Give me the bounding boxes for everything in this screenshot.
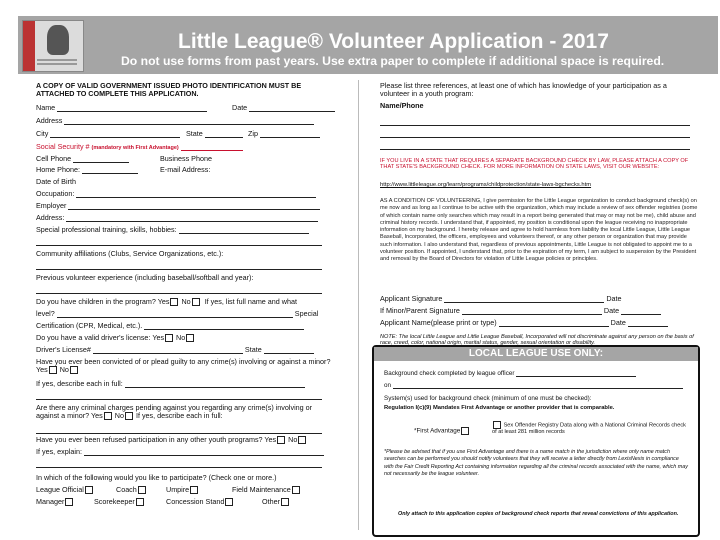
convicted-describe-field[interactable]: If yes, describe each in full: — [36, 380, 305, 388]
explain-field[interactable]: If yes, explain: — [36, 448, 324, 456]
reference-line-1[interactable] — [380, 118, 690, 126]
charges-question: Are there any criminal charges pending against you regarding any crime(s) involving or against a minor? Yes No If yes, describe each in full: — [36, 403, 313, 421]
zip-field[interactable]: Zip — [248, 130, 320, 138]
references-instruction: Please list three references, at least one of which has knowledge of your participation as a volunteer in a youth program: — [380, 81, 667, 99]
dob-field[interactable]: Date of Birth — [36, 177, 76, 186]
role-coach[interactable]: Coach — [116, 486, 147, 494]
previous-experience-field[interactable]: Previous volunteer experience (including baseball/softball and year): — [36, 273, 254, 282]
role-umpire[interactable]: Umpire — [166, 486, 199, 494]
refused-no-checkbox[interactable] — [298, 436, 306, 444]
experience-line[interactable] — [36, 286, 322, 294]
reference-line-2[interactable] — [380, 130, 690, 138]
applicant-name-field[interactable]: Applicant Name(please print or type) Date — [380, 319, 668, 327]
convicted-no-checkbox[interactable] — [70, 366, 78, 374]
role-league-official[interactable]: League Official — [36, 486, 94, 494]
id-instruction: A COPY OF VALID GOVERNMENT ISSUED PHOTO IDENTIFICATION MUST BE ATTACHED TO COMPLETE THIS APPLICATION. — [36, 81, 302, 99]
charges-line[interactable] — [36, 426, 322, 434]
sex-offender-option[interactable]: Sex Offender Registry Data along with a National Criminal Records check of at least 281 million records — [492, 422, 686, 435]
role-scorekeeper[interactable]: Scorekeeper — [94, 498, 145, 506]
address-field[interactable]: Address — [36, 117, 314, 125]
city-field[interactable]: City — [36, 130, 180, 138]
name-field[interactable]: Name — [36, 104, 207, 112]
local-league-title: LOCAL LEAGUE USE ONLY: — [374, 347, 698, 361]
refused-yes-checkbox[interactable] — [277, 436, 285, 444]
state-laws-link[interactable]: http://www.littleleague.org/learn/programs/childprotection/state-laws-bgchecks.htm — [380, 182, 592, 188]
participate-question: In which of the following would you like to participate? (Check one or more.) — [36, 473, 277, 482]
convicted-line[interactable] — [36, 392, 322, 400]
children-no-checkbox[interactable] — [192, 298, 200, 306]
non-discrimination-note: NOTE: The local Little League and Little League Baseball, Incorporated will not discriminate against any person on the basis of race, creed, color, national origin, marital status, gender, sexual orientation or disability. — [380, 334, 694, 347]
first-advantage-option[interactable]: *First Advantage — [414, 427, 470, 435]
employer-field[interactable]: Employer — [36, 202, 320, 210]
first-advantage-disclaimer: *Please be advised that if you use First Advantage and there is a name match in the jurisdiction where only name match searches can be performed you should notify volunteers that they will receive a letter directly from LexisNexis in compliance with the Fair Credit Reporting Act containing information regarding all the criminal records associated with the name, which may not necessarily be the league volunteer. — [384, 449, 688, 477]
training-line[interactable] — [36, 238, 322, 246]
role-other[interactable]: Other — [262, 498, 290, 506]
community-field[interactable]: Community affiliations (Clubs, Service Organizations, etc.): — [36, 249, 224, 258]
consent-paragraph: AS A CONDITION OF VOLUNTEERING, I give permission for the Little League organization to conduct background check(s) on me now and as long as I continue to be active with the organization, which may include a review of sex offender registries (some of which contain name only searches which may result in a report being generated that may or may not be me), child abuse and criminal history records. I understand that, if appointed, my position is conditional upon the league receiving no inappropriate information on my background. I hereby release and agree to hold harmless from liability the local Little League, Little League Baseball, Incorporated, the officers, employees and volunteers thereof, or any other person or organization that may provide such information. I also understand that, regardless of previous appointments, Little League is not obligated to appoint me to a volunteer position. If appointed, I understand that, prior to the expiration of my term, I am subject to suspension by the President and removal by the Board of Directors for violation of Little League policies or principles. — [380, 198, 698, 263]
occupation-field[interactable]: Occupation: — [36, 190, 316, 198]
column-divider — [358, 80, 359, 530]
reference-line-3[interactable] — [380, 142, 690, 150]
children-yes-checkbox[interactable] — [170, 298, 178, 306]
license-question[interactable]: Do you have a valid driver's license: Yes No — [36, 334, 195, 342]
convicted-question: Have you ever been convicted of or plead guilty to any crime(s) involving or against a minor? Yes No — [36, 357, 331, 375]
applicant-signature-field[interactable]: Applicant Signature Date — [380, 294, 622, 303]
email-field[interactable]: E-mail Address: — [160, 165, 211, 174]
page-subtitle: Do not use forms from past years. Use extra paper to complete if additional space is required. — [121, 54, 665, 68]
license-no-checkbox[interactable] — [186, 334, 194, 342]
level-field[interactable]: level? Special — [36, 309, 319, 318]
page-title: Little League® Volunteer Application - 2017 — [178, 30, 609, 53]
state-law-notice: IF YOU LIVE IN A STATE THAT REQUIRES A SEPARATE BACKGROUND CHECK BY LAW, PLEASE ATTACH A COPY OF THAT STATE'S BACKGROUND CHECK. FOR MORE INFORMATION ON STATE LAWS, VISIT OUR WEBSITE: — [380, 158, 689, 171]
charges-no-checkbox[interactable] — [125, 412, 133, 420]
systems-label: System(s) used for background check (minimum of one must be checked): — [384, 395, 592, 402]
completed-on-field[interactable]: on — [384, 381, 683, 389]
business-phone-field[interactable]: Business Phone — [160, 154, 212, 163]
name-phone-label: Name/Phone — [380, 101, 424, 110]
state-field[interactable]: State — [186, 130, 243, 138]
date-field[interactable]: Date — [232, 104, 335, 112]
community-line[interactable] — [36, 262, 322, 270]
ssn-field[interactable]: Social Security # (mandatory with First Advantage) — [36, 143, 243, 151]
employer-address-field[interactable]: Address: — [36, 214, 318, 222]
parent-signature-field[interactable]: If Minor/Parent Signature Date — [380, 307, 661, 315]
home-phone-field[interactable]: Home Phone: — [36, 166, 138, 174]
role-field-maintenance[interactable]: Field Maintenance — [232, 486, 301, 494]
license-number-field[interactable]: Driver's License# State — [36, 346, 314, 354]
id-card-icon — [22, 20, 84, 72]
refused-question[interactable]: Have you ever been refused participation in any other youth programs? Yes No — [36, 436, 307, 444]
local-league-box — [372, 345, 700, 537]
copies-note: Only attach to this application copies of background check reports that reveal convictions of this application. — [398, 511, 679, 517]
children-question[interactable]: Do you have children in the program? Yes No If yes, list full name and what — [36, 297, 297, 306]
cell-phone-field[interactable]: Cell Phone — [36, 155, 129, 163]
special-training-field[interactable]: Special professional training, skills, hobbies: — [36, 226, 309, 234]
convicted-yes-checkbox[interactable] — [49, 366, 57, 374]
regulation-label: Regulation I(c)(9) Mandates First Advantage or another provider that is comparable. — [384, 405, 615, 411]
explain-line[interactable] — [36, 460, 322, 468]
charges-yes-checkbox[interactable] — [104, 412, 112, 420]
license-yes-checkbox[interactable] — [165, 334, 173, 342]
certification-field[interactable]: Certification (CPR, Medical, etc.). — [36, 322, 304, 330]
role-concession-stand[interactable]: Concession Stand — [166, 498, 234, 506]
completed-by-field[interactable]: Background check completed by league officer — [384, 369, 636, 377]
role-manager[interactable]: Manager — [36, 498, 74, 506]
